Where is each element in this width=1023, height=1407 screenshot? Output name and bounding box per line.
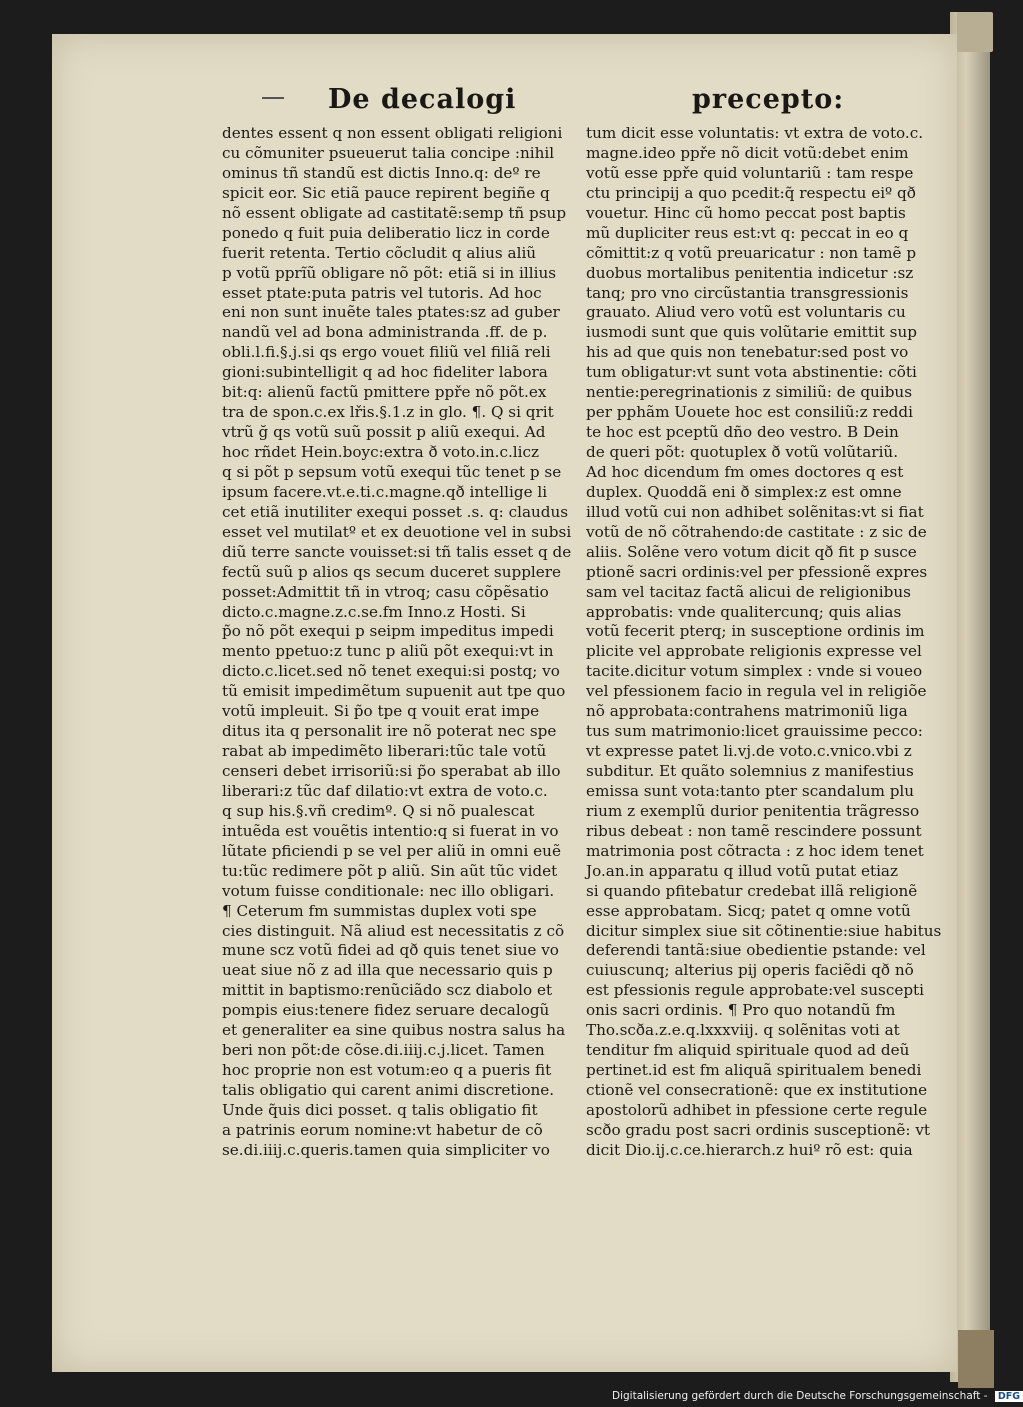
- text-line: diũ terre sancte vouisset:si tñ talis esset q de: [222, 542, 572, 561]
- text-line: tum dicit esse voluntatis: vt extra de voto.c.: [586, 124, 924, 142]
- text-line: his ad que quis non tenebatur:sed post vo: [586, 343, 909, 362]
- text-line: plicite vel approbate religionis expresse vel: [586, 642, 922, 661]
- text-line: votũ esse ppře quid voluntariũ : tam respe: [586, 163, 914, 182]
- text-column-right: [586, 124, 942, 1161]
- text-line: de queri põt: quotuplex ð votũ volũtariũ.: [586, 443, 899, 461]
- text-line: emissa sunt vota:tanto pter scandalum plu: [586, 781, 915, 800]
- text-line: rabat ab impedimẽto liberari:tũc tale votũ: [222, 742, 547, 761]
- text-line: vouetur. Hinc cũ homo peccat post baptis: [586, 203, 906, 222]
- text-line: tus sum matrimonio:licet grauissime pecco:: [586, 722, 923, 741]
- text-line: subditur. Et quãto solemnius z manifestius: [586, 762, 914, 780]
- text-line: obli.l.fi.§.j.si qs ergo vouet filiũ vel filiã reli: [222, 343, 551, 362]
- text-line: mittit in baptismo:renũciãdo scz diabolo et: [222, 981, 553, 1000]
- text-line: intuẽda est vouẽtis intentio:q si fuerat in vo: [222, 821, 559, 840]
- text-line: matrimonia post cõtracta : z hoc idem tenet: [586, 841, 924, 860]
- text-line: fuerit retenta. Tertio cõcludit q alius aliũ: [222, 243, 537, 262]
- running-header-left: De decalogi: [328, 84, 517, 115]
- dfg-logo: DFG: [995, 1391, 1023, 1402]
- text-line: q si põt p sepsum votũ exequi tũc tenet p se: [222, 462, 562, 481]
- text-line: hoc rñdet Hein.boyc:extra ð voto.in.c.licz: [222, 443, 540, 461]
- text-line: beri non põt:de cõse.di.iiij.c.j.licet. Tamen: [222, 1041, 545, 1060]
- text-line: dicit Dio.ij.c.ce.hierarch.z huiº rõ est: quia: [586, 1140, 913, 1159]
- text-line: cuiuscunq; alterius pij operis faciẽdi qð nõ: [586, 961, 914, 980]
- text-line: p̃o nõ põt exequi p seipm impeditus impedi: [222, 622, 554, 641]
- text-line: tũ emisit impedimẽtum supuenit aut tpe quo: [222, 682, 566, 701]
- text-line: per pphãm Uouete hoc est consiliũ:z reddi: [586, 403, 913, 422]
- text-line: nandũ vel ad bona administranda .ff. de p.: [222, 323, 548, 342]
- text-line: grauato. Aliud vero votũ est voluntaris cu: [586, 303, 906, 322]
- text-line: vel pfessionem facio in regula vel in religiõe: [586, 682, 927, 701]
- text-line: ueat siue nõ z ad illa que necessario quis p: [222, 961, 553, 980]
- text-line: esset ptate:puta patris vel tutoris. Ad hoc: [222, 283, 542, 302]
- text-line: ominus tñ standũ est dictis Inno.q: deº re: [222, 163, 541, 182]
- text-line: duplex. Quoddã eni ð simplex:z est omne: [586, 482, 902, 501]
- text-line: dicto.c.magne.z.c.se.fm Inno.z Hosti. Si: [222, 602, 526, 621]
- text-line: votũ de nõ cõtrahendo:de castitate : z sic de: [586, 522, 927, 541]
- text-line: hoc proprie non est votum:eo q a pueris fit: [222, 1061, 552, 1080]
- text-line: pertinet.id est fm aliquã spiritualem benedi: [586, 1061, 922, 1080]
- text-line: Unde q̃uis dici posset. q talis obligatio fit: [222, 1100, 538, 1119]
- text-line: nõ approbata:contrahens matrimoniũ liga: [586, 702, 908, 721]
- text-line: bit:q: alienũ factũ pmittere ppře nõ põt.ex: [222, 383, 547, 402]
- text-line: eni non sunt inuẽte tales ptates:sz ad guber: [222, 303, 560, 322]
- text-line: mune scz votũ fidei ad qð quis tenet siue vo: [222, 941, 559, 960]
- text-line: iusmodi sunt que quis volũtarie emittit sup: [586, 323, 917, 342]
- binding-top-corner: [957, 12, 993, 52]
- text-line: votũ fecerit pterq; in susceptione ordinis im: [586, 622, 925, 641]
- text-line: illud votũ cui non adhibet solẽnitas:vt si fiat: [586, 502, 924, 521]
- text-line: se.di.iiij.c.queris.tamen quia simpliciter vo: [222, 1140, 550, 1159]
- text-line: onis sacri ordinis. ¶ Pro quo notandũ fm: [586, 1001, 896, 1020]
- text-column-left: [222, 124, 574, 1161]
- text-line: cõmittit:z q votũ preuaricatur : non tamẽ p: [586, 243, 917, 262]
- binding-bottom-corner: [958, 1330, 994, 1388]
- text-line: votum fuisse conditionale: nec illo obligari.: [222, 881, 555, 900]
- text-line: ribus debeat : non tamẽ rescindere possunt: [586, 821, 922, 840]
- text-line: aliis. Solẽne vero votum dicit qð fit p susce: [586, 542, 917, 561]
- text-line: liberari:z tũc daf dilatio:vt extra de voto.c.: [222, 781, 548, 800]
- text-line: gioni:subintelligit q ad hoc fideliter labora: [222, 363, 548, 382]
- text-line: ditus ita q personalit ire nõ poterat nec spe: [222, 722, 557, 741]
- text-line: cet etiã inutiliter exequi posset .s. q: claudus: [222, 502, 569, 521]
- text-line: fectũ suũ p alios qs secum duceret supplere: [222, 562, 562, 581]
- digitization-credit: [612, 1390, 1023, 1402]
- text-line: spicit eor. Sic etiã pauce repirent begiñe q: [222, 183, 550, 202]
- text-line: sam vel tacitaz factã alicui de religionibus: [586, 582, 911, 601]
- text-line: dicitur simplex siue sit cõtinentie:siue habitus: [586, 921, 942, 940]
- text-line: si quando pfitebatur credebat illã religionẽ: [586, 881, 918, 900]
- text-line: votũ impleuit. Si p̃o tpe q vouit erat impe: [222, 702, 540, 721]
- text-line: p votũ pprĩũ obligare nõ põt: etiã si in illius: [222, 263, 557, 282]
- text-line: tacite.dicitur votum simplex : vnde si voueo: [586, 662, 923, 681]
- header-rule: [262, 97, 284, 99]
- text-line: esset vel mutilatº et ex deuotione vel in subsi: [222, 522, 572, 541]
- running-header-right: precepto:: [692, 84, 845, 115]
- text-line: tum obligatur:vt sunt vota abstinentie: cõti: [586, 363, 917, 382]
- text-line: tu:tũc redimere põt p aliũ. Sin aũt tũc videt: [222, 861, 558, 880]
- text-line: tra de spon.c.ex lřis.§.1.z in glo. ¶. Q si qrit: [222, 403, 554, 422]
- text-line: nentie:peregrinationis z similiũ: de quibus: [586, 383, 912, 402]
- text-line: Ad hoc dicendum fm omes doctores q est: [586, 462, 904, 481]
- credit-text: Digitalisierung gefördert durch die Deutsche Forschungsgemeinschaft -: [612, 1390, 988, 1402]
- text-line: ipsum facere.vt.e.ti.c.magne.qð intellige li: [222, 482, 548, 501]
- text-line: est pfessionis regule approbate:vel suscepti: [586, 981, 925, 1000]
- text-line: Jo.an.in apparatu q illud votũ putat etiaz: [586, 861, 898, 880]
- text-line: mũ dupliciter reus est:vt q: peccat in eo q: [586, 223, 909, 242]
- text-line: ctu principij a quo pcedit:q̃ respectu eiº qð: [586, 183, 916, 202]
- text-line: cu cõmuniter psueuerut talia concipe :nihil: [222, 143, 555, 162]
- text-line: ctionẽ vel consecrationẽ: que ex institutione: [586, 1081, 928, 1099]
- text-line: tanq; pro vno circũstantia transgressionis: [586, 283, 909, 302]
- text-line: mento ppetuo:z tunc p aliũ põt exequi:vt in: [222, 642, 554, 661]
- text-line: ¶ Ceterum fm summistas duplex voti spe: [222, 901, 537, 920]
- text-line: te hoc est pceptũ dño deo vestro. B Dein: [586, 423, 899, 442]
- text-line: vt expresse patet li.vj.de voto.c.vnico.vbi z: [586, 742, 912, 761]
- text-line: et generaliter ea sine quibus nostra salus ha: [222, 1021, 566, 1040]
- text-line: nõ essent obligate ad castitatẽ:semp tñ psup: [222, 203, 567, 222]
- text-line: dentes essent q non essent obligati religioni: [222, 124, 563, 142]
- text-line: duobus mortalibus penitentia indicetur :sz: [586, 263, 914, 282]
- text-line: esse approbatam. Sicq; patet q omne votũ: [586, 901, 911, 920]
- text-line: magne.ideo ppře nõ dicit votũ:debet enim: [586, 143, 909, 162]
- text-line: q sup his.§.vñ credimº. Q si nõ pualescat: [222, 801, 535, 820]
- text-line: posset:Admittit tñ in vtroq; casu cõpẽsatio: [222, 582, 549, 601]
- text-line: apostolorũ adhibet in pfessione certe regule: [586, 1100, 928, 1119]
- text-line: lũtate pficiendi p se vel per aliũ in omni euẽ: [222, 841, 561, 860]
- text-line: tenditur fm aliquid spirituale quod ad deũ: [586, 1041, 910, 1060]
- text-line: rium z exemplũ durior penitentia trãgresso: [586, 801, 920, 820]
- text-line: ponedo q fuit puia deliberatio licz in corde: [222, 223, 550, 242]
- text-line: censeri debet irrisoriũ:si p̃o sperabat ab illo: [222, 762, 561, 780]
- text-line: scðo gradu post sacri ordinis susceptionẽ: vt: [586, 1120, 931, 1139]
- text-line: deferendi tantã:siue obedientie pstande: vel: [586, 941, 926, 960]
- text-line: vtrũ ğ qs votũ suũ possit p aliũ exequi. Ad: [222, 423, 546, 442]
- text-line: pompis eius:tenere fidez seruare decalogũ: [222, 1001, 550, 1020]
- text-line: a patrinis eorum nomine:vt habetur de cõ: [222, 1120, 543, 1139]
- text-line: approbatis: vnde qualitercunq; quis alias: [586, 602, 902, 621]
- text-line: cies distinguit. Nã aliud est necessitatis z cõ: [222, 921, 565, 940]
- text-line: ptionẽ sacri ordinis:vel per pfessionẽ expres: [586, 562, 928, 581]
- text-line: Tho.scða.z.e.q.lxxxviij. q solẽnitas voti at: [586, 1021, 900, 1040]
- text-line: talis obligatio qui carent animi discretione.: [222, 1081, 555, 1099]
- text-line: dicto.c.licet.sed nõ tenet exequi:si postq; vo: [222, 662, 560, 681]
